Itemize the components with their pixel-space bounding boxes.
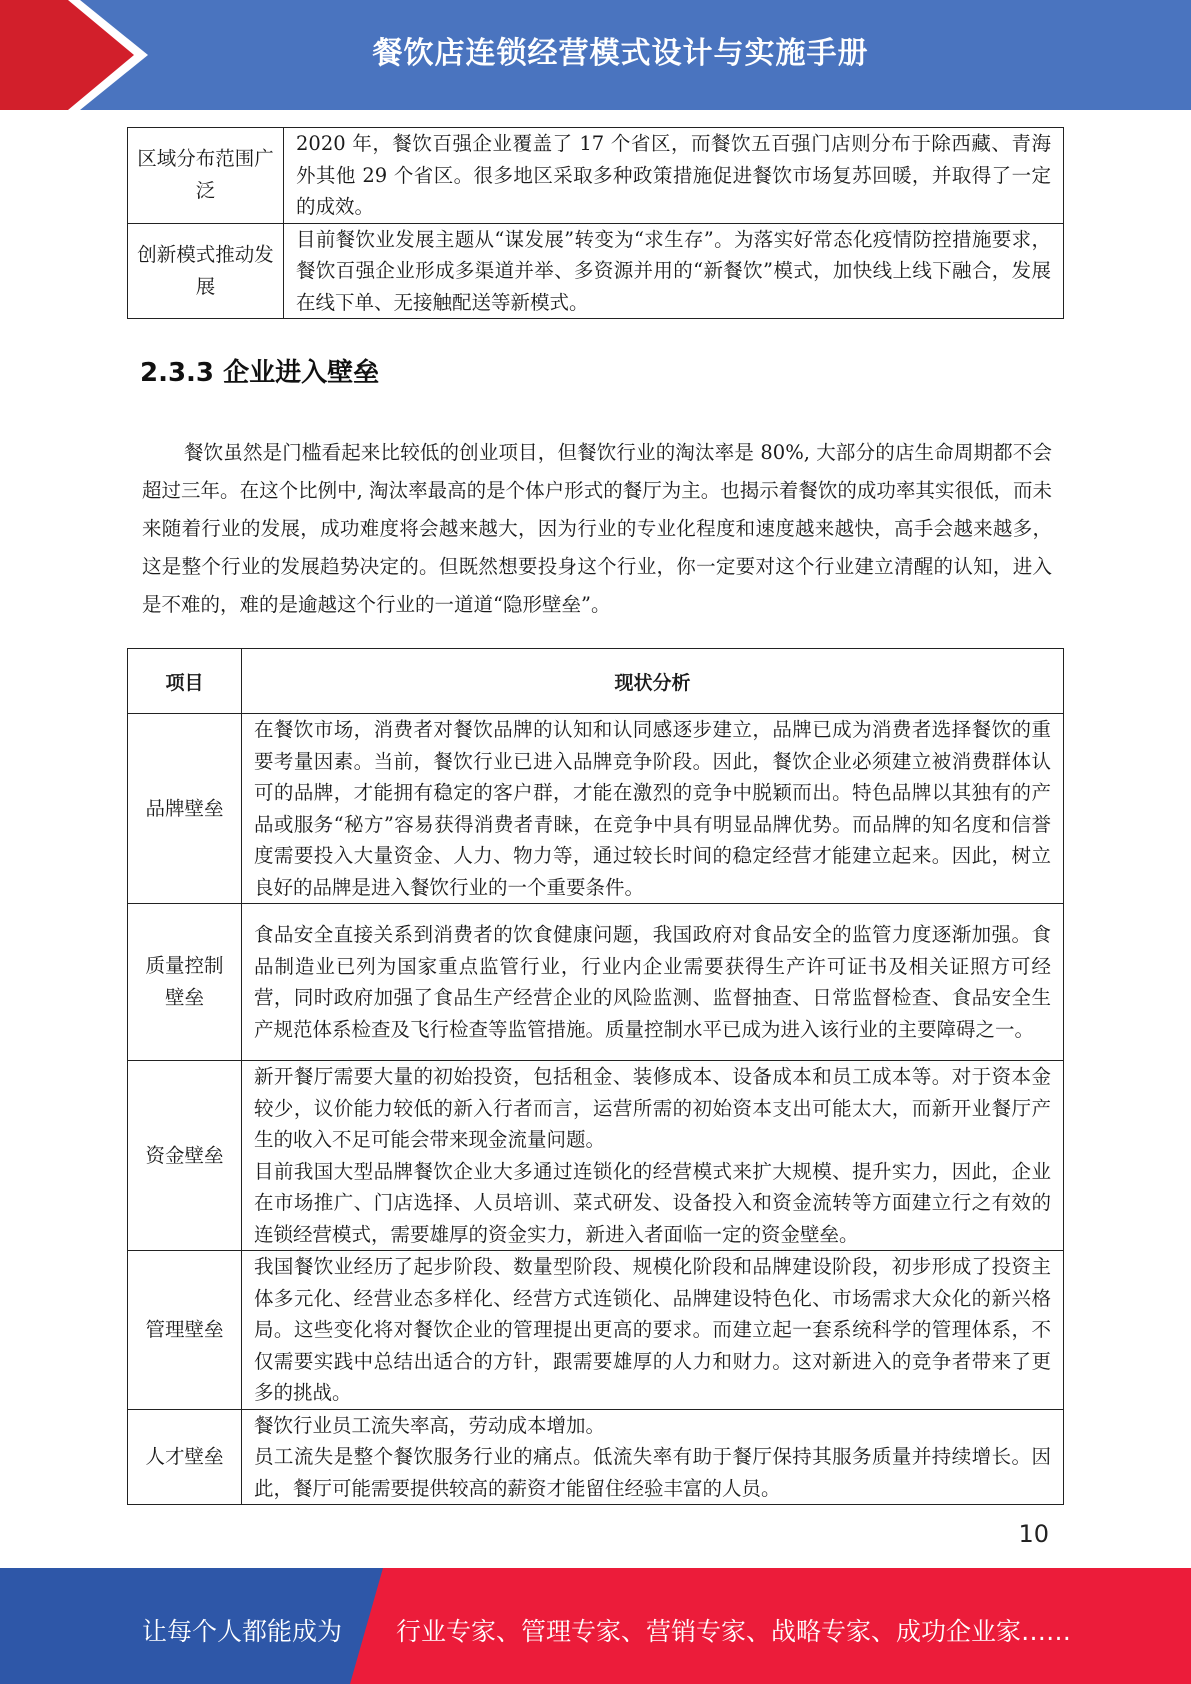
row-content [242, 1251, 1064, 1410]
content-line: 新开餐厅需要大量的初始投资，包括租金、装修成本、设备成本和员工成本等。对于资本金较少，议价能力较低的新入行者而言，运营所需的初始资本支出可能太大，而新开业餐厅产生的收入不足可能会带来现金流量问题。 [254, 1065, 1051, 1151]
section-heading: 2.3.3 企业进入壁垒 [140, 358, 380, 388]
row-content: 目前餐饮业发展主题从“谋发展”转变为“求生存”。为落实好常态化疫情防控措施要求，餐饮百强企业形成多渠道并举、多资源并用的“新餐饮”模式，加快线上线下融合，发展在线下单、无接触配送等新模式。 [284, 223, 1064, 319]
page-footer [0, 1568, 1191, 1684]
row-label: 人才壁垒 [128, 1409, 242, 1505]
table-row [128, 1251, 1064, 1410]
market-features-table [127, 127, 1064, 319]
row-label: 创新模式推动发展 [128, 223, 284, 319]
column-header-analysis: 现状分析 [242, 649, 1064, 714]
row-content [242, 904, 1064, 1061]
column-header-item: 项目 [128, 649, 242, 714]
content-line: 目前我国大型品牌餐饮企业大多通过连锁化的经营模式来扩大规模、提升实力，因此，企业在市场推广、门店选择、人员培训、菜式研发、设备投入和资金流转等方面建立行之有效的连锁经营模式，需要雄厚的资金实力，新进入者面临一定的资金壁垒。 [254, 1159, 1051, 1246]
table-row [128, 128, 1064, 224]
content-line: 我国餐饮业经历了起步阶段、数量型阶段、规模化阶段和品牌建设阶段，初步形成了投资主体多元化、经营业态多样化、经营方式连锁化、品牌建设特色化、市场需求大众化的新兴格局。这些变化将对餐饮企业的管理提出更高的要求。而建立起一套系统科学的管理体系，不仅需要实践中总结出适合的方针，跟需要雄厚的人力和财力。这对新进入的竞争者带来了更多的挑战。 [254, 1255, 1051, 1404]
table-header-row [128, 649, 1064, 714]
content-line: 在餐饮市场，消费者对餐饮品牌的认知和认同感逐步建立，品牌已成为消费者选择餐饮的重要考量因素。当前，餐饮行业已进入品牌竞争阶段。因此，餐饮企业必须建立被消费群体认可的品牌，才能拥有稳定的客户群，才能在激烈的竞争中脱颖而出。特色品牌以其独有的产品或服务“秘方”容易获得消费者青睐，在竞争中具有明显品牌优势。而品牌的知名度和信誉度需要投入大量资金、人力、物力等，通过较长时间的稳定经营才能建立起来。因此，树立良好的品牌是进入餐饮行业的一个重要条件。 [254, 718, 1051, 899]
row-content [242, 1409, 1064, 1505]
document-title: 餐饮店连锁经营模式设计与实施手册 [372, 36, 869, 71]
row-content [242, 714, 1064, 904]
page-header [0, 0, 1191, 110]
content-line: 员工流失是整个餐饮服务行业的痛点。低流失率有助于餐厅保持其服务质量并持续增长。因此，餐厅可能需要提供较高的薪资才能留住经验丰富的人员。 [254, 1445, 1051, 1500]
footer-slogan-right: 行业专家、管理专家、营销专家、战略专家、成功企业家…… [396, 1617, 1072, 1646]
row-label: 管理壁垒 [128, 1251, 242, 1410]
row-content [242, 1061, 1064, 1251]
table-row [128, 223, 1064, 319]
entry-barriers-table [127, 648, 1064, 1505]
row-label: 质量控制壁垒 [128, 904, 242, 1061]
row-label: 区域分布范围广泛 [128, 128, 284, 224]
body-paragraph: 餐饮虽然是门槛看起来比较低的创业项目，但餐饮行业的淘汰率是 80%, 大部分的店生命周期都不会超过三年。在这个比例中, 淘汰率最高的是个体户形式的餐厅为主。也揭示着餐饮的成功率其实很低，而未来随着行业的发展，成功难度将会越来越大，因为行业的专业化程度和速度越来越快，高手会越来越多，这是整个行业的发展趋势决定的。但既然想要投身这个行业，你一定要对这个行业建立清醒的认知，进入是不难的，难的是逾越这个行业的一道道“隐形壁垒”。 [142, 441, 1052, 616]
row-label: 品牌壁垒 [128, 714, 242, 904]
row-content: 2020 年，餐饮百强企业覆盖了 17 个省区，而餐饮五百强门店则分布于除西藏、青海外其他 29 个省区。很多地区采取多种政策措施促进餐饮市场复苏回暖，并取得了一定的成效。 [284, 128, 1064, 224]
table-row [128, 714, 1064, 904]
page-number: 10 [1018, 1520, 1049, 1548]
table-row [128, 1409, 1064, 1505]
content-line: 餐饮行业员工流失率高，劳动成本增加。 [254, 1413, 606, 1437]
row-label: 资金壁垒 [128, 1061, 242, 1251]
table-row [128, 904, 1064, 1061]
content-line: 食品安全直接关系到消费者的饮食健康问题，我国政府对食品安全的监管力度逐渐加强。食品制造业已列为国家重点监管行业，行业内企业需要获得生产许可证书及相关证照方可经营，同时政府加强了食品生产经营企业的风险监测、监督抽查、日常监督检查、食品安全生产规范体系检查及飞行检查等监管措施。质量控制水平已成为进入该行业的主要障碍之一。 [254, 923, 1051, 1041]
footer-slogan-left: 让每个人都能成为 [142, 1617, 343, 1646]
table-row [128, 1061, 1064, 1251]
